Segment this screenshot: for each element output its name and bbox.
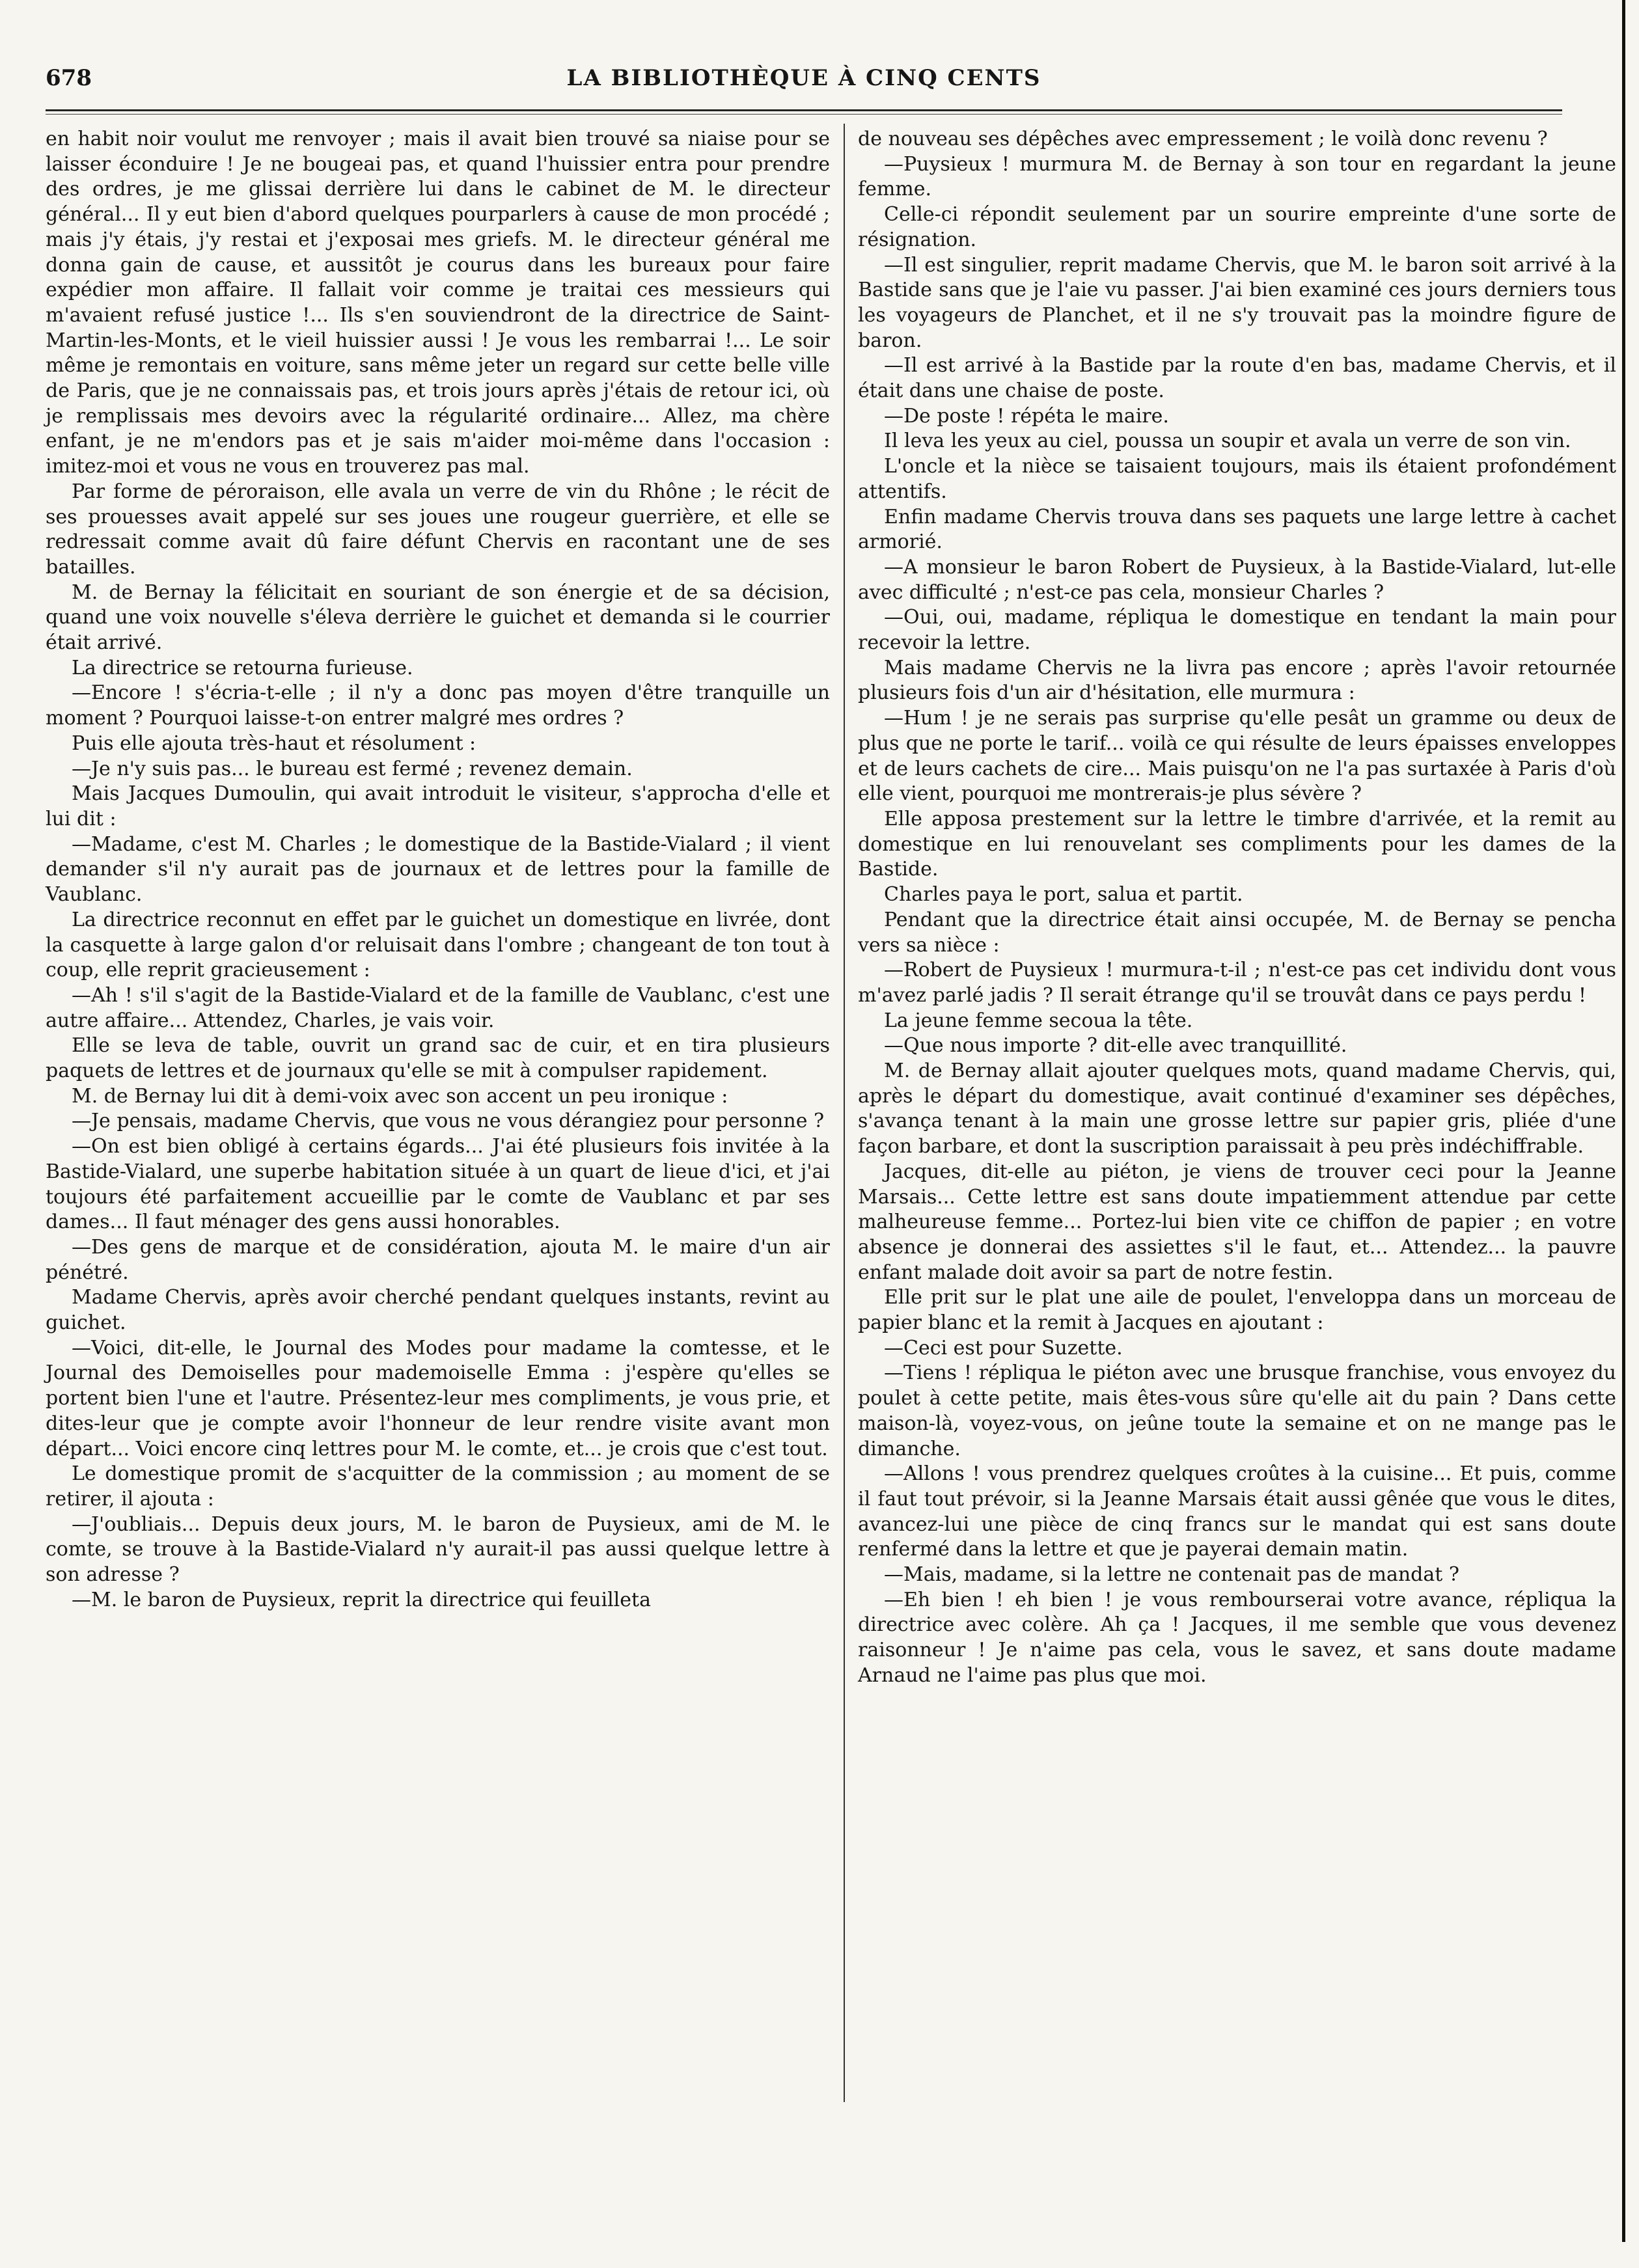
paragraph: La jeune femme secoua la tête. [884, 1009, 1193, 1032]
right-column [858, 127, 1616, 1689]
paragraph: La directrice reconnut en effet par le guichet un domestique en livrée, dont la casquette à large galon d'or reluisait dans l'ombre ; changeant de ton tout à coup, elle reprit gracieusement : [46, 908, 830, 982]
paragraph: —Que nous importe ? dit-elle avec tranquillité. [884, 1034, 1347, 1058]
paragraph: M. de Bernay lui dit à demi-voix avec son accent un peu ironique : [72, 1084, 728, 1108]
paragraph: —Ah ! s'il s'agit de la Bastide-Vialard et de la famille de Vaublanc, c'est une autre affaire... Attendez, Charles, je vais voir. [46, 983, 830, 1032]
paragraph: M. de Bernay allait ajouter quelques mots, quand madame Chervis, qui, après le départ du domestique, avait continué d'examiner ses dépêches, s'avança tenant à la main une grosse lettre sur papier gris, pliée d'une façon barbare, et dont la suscription paraissait à peu près indéchiffrable. [858, 1059, 1616, 1158]
paragraph: Charles paya le port, salua et partit. [884, 883, 1243, 907]
paragraph: de nouveau ses dépêches avec empressement ; le voilà donc revenu ? [858, 128, 1548, 150]
paragraph: —Puysieux ! murmura M. de Bernay à son tour en regardant la jeune femme. [858, 152, 1616, 201]
paragraph: —Tiens ! répliqua le piéton avec une brusque franchise, vous envoyez du poulet à cette petite, mais êtes-vous sûre qu'elle ait du pain ? Dans cette maison-là, voyez-vous, on jeûne toute la semaine et on ne mange pas le dimanche. [858, 1361, 1616, 1460]
paragraph: —J'oubliais... Depuis deux jours, M. le baron de Puysieux, ami de M. le comte, se trouve à la Bastide-Vialard n'y aurait-il pas aussi quelque lettre à son adresse ? [46, 1512, 830, 1587]
paragraph: Jacques, dit-elle au piéton, je viens de trouver ceci pour la Jeanne Marsais... Cette lettre est sans doute impatiemment attendue par cette malheureuse femme... Portez-lui bien vite ce chiffon de papier ; en votre absence je donnerai des assiettes s'il le faut, et... Attendez... la pauvre enfant malade doit avoir sa part de notre festin. [858, 1160, 1616, 1284]
paragraph: M. de Bernay la félicitait en souriant de son énergie et de sa décision, quand une voix nouvelle s'éleva derrière le guichet et demanda si le courrier était arrivé. [46, 581, 830, 655]
paragraph: Il leva les yeux au ciel, poussa un soupir et avala un verre de son vin. [884, 430, 1571, 453]
page-number: 678 [46, 65, 92, 91]
paragraph: —Madame, c'est M. Charles ; le domestique de la Bastide-Vialard ; il vient demander s'il n'y aurait pas de journaux et de lettres pour la famille de Vaublanc. [46, 832, 830, 907]
page-edge-shadow [1622, 0, 1625, 2242]
paragraph: —Allons ! vous prendrez quelques croûtes à la cuisine... Et puis, comme il faut tout prévoir, si la Jeanne Marsais était aussi gênée que vous le dites, avancez-lui une pièce de cinq francs sur le mandat qui est sans doute renfermé dans la lettre et que je payerai demain matin. [858, 1462, 1616, 1561]
paragraph: —Des gens de marque et de considération, ajouta M. le maire d'un air pénétré. [46, 1235, 830, 1284]
paragraph: —M. le baron de Puysieux, reprit la directrice qui feuilleta [72, 1588, 651, 1611]
paragraph: Enfin madame Chervis trouva dans ses paquets une large lettre à cachet armorié. [858, 505, 1616, 554]
paragraph: Par forme de péroraison, elle avala un verre de vin du Rhône ; le récit de ses prouesses avait appelé sur ses joues une rougeur guerrière, et elle se redressait comme avait dû faire défunt Chervis en racontant une de ses batailles. [46, 480, 830, 579]
paragraph: L'oncle et la nièce se taisaient toujours, mais ils étaient profondément attentifs. [858, 455, 1616, 503]
paragraph: —Je pensais, madame Chervis, que vous ne vous dérangiez pour personne ? [72, 1110, 825, 1133]
paragraph: —Voici, dit-elle, le Journal des Modes pour madame la comtesse, et le Journal des Demoiselles pour mademoiselle Emma : j'espère qu'elles se portent bien l'une et l'autre. Présentez-leur mes compliments, je vous prie, et dites-leur que je compte avoir l'honneur de leur rendre visite avant mon départ... Voici encore cinq lettres pour M. le comte, et... je crois que c'est tout. [46, 1336, 830, 1460]
paragraph: Mais madame Chervis ne la livra pas encore ; après l'avoir retournée plusieurs fois d'un air d'hésitation, elle murmura : [858, 656, 1616, 705]
paragraph: —On est bien obligé à certains égards... J'ai été plusieurs fois invitée à la Bastide-Vialard, une superbe habitation située à un quart de lieue d'ici, et j'ai toujours été parfaitement accueillie par le comte de Vaublanc et par ses dames... Il faut ménager des gens aussi honorables. [46, 1135, 830, 1234]
paragraph: —Il est singulier, reprit madame Chervis, que M. le baron soit arrivé à la Bastide sans que je l'aie vu passer. J'ai bien examiné ces jours derniers tous les voyageurs de Planchet, et il ne s'y trouvait pas la moindre figure de baron. [858, 253, 1616, 352]
paragraph: Elle prit sur le plat une aile de poulet, l'enveloppa dans un morceau de papier blanc et la remit à Jacques en ajoutant : [858, 1286, 1616, 1335]
paragraph: —Oui, oui, madame, répliqua le domestique en tendant la main pour recevoir la lettre. [858, 606, 1616, 655]
paragraph: —Mais, madame, si la lettre ne contenait pas de mandat ? [884, 1563, 1459, 1587]
paragraph: —Eh bien ! eh bien ! je vous rembourserai votre avance, répliqua la directrice avec colère. Ah ça ! Jacques, il me semble que vous devenez raisonneur ! Je n'aime pas cela, vous le savez, et sans doute madame Arnaud ne l'aime pas plus que moi. [858, 1588, 1616, 1687]
paragraph: —Encore ! s'écria-t-elle ; il n'y a donc pas moyen d'être tranquille un moment ? Pourquoi laisse-t-on entrer malgré mes ordres ? [46, 681, 830, 730]
paragraph: —Hum ! je ne serais pas surprise qu'elle pesât un gramme ou deux de plus que ne porte le tarif... voilà ce qui résulte de leurs épaisses enveloppes et de leurs cachets de cire... Mais puisqu'on ne l'a pas surtaxée à Paris d'où elle vient, pourquoi me montrerais-je plus sévère ? [858, 707, 1616, 806]
paragraph: Puis elle ajouta très-haut et résolument : [72, 731, 476, 755]
paragraph: Elle se leva de table, ouvrit un grand sac de cuir, et en tira plusieurs paquets de lettres et de journaux qu'elle se mit à compulser rapidement. [46, 1034, 830, 1083]
column-divider [844, 124, 845, 2102]
paragraph: —A monsieur le baron Robert de Puysieux, à la Bastide-Vialard, lut-elle avec difficulté ; n'est-ce pas cela, monsieur Charles ? [858, 555, 1616, 604]
page-header [46, 65, 1562, 104]
paragraph: —Je n'y suis pas... le bureau est fermé ; revenez demain. [72, 757, 633, 780]
paragraph: Celle-ci répondit seulement par un sourire empreinte d'une sorte de résignation. [858, 203, 1616, 251]
running-title: LA BIBLIOTHÈQUE À CINQ CENTS [566, 65, 1041, 91]
header-rule [46, 109, 1562, 111]
header-rule-thin [46, 114, 1562, 115]
paragraph: —De poste ! répéta le maire. [884, 404, 1169, 428]
paragraph: Madame Chervis, après avoir cherché pendant quelques instants, revint au guichet. [46, 1286, 830, 1335]
paragraph: en habit noir voulut me renvoyer ; mais il avait bien trouvé sa niaise pour se laisser éconduire ! Je ne bougeai pas, et quand l'huissier entra pour prendre des ordres, je me glissai derrière lui dans le cabinet de M. le directeur général... Il y eut bien d'abord quelques pourparlers à cause de mon procédé ; mais j'y étais, j'y restai et j'exposai mes griefs. M. le directeur général me donna gain de cause, et aussitôt je courus dans les bureaux pour faire expédier mon affaire. Il fallait voir comme je traitai ces messieurs qui m'avaient refusé justice !... Ils s'en souviendront de la directrice de Saint-Martin-les-Monts, et le vieil huissier aussi ! Je vous les rembarrai !... Le soir même je remontais en voiture, sans même jeter un regard sur cette belle ville de Paris, que je ne connaissais pas, et trois jours après j'étais de retour ici, où je remplissais mes devoirs avec la régularité ordinaire... Allez, ma chère enfant, je ne m'endors pas et je sais m'aider moi-même dans l'occasion : imitez-moi et vous ne vous en trouverez pas mal. [46, 128, 830, 478]
paragraph: —Robert de Puysieux ! murmura-t-il ; n'est-ce pas cet individu dont vous m'avez parlé jadis ? Il serait étrange qu'il se trouvât dans ce pays perdu ! [858, 959, 1616, 1007]
paragraph: La directrice se retourna furieuse. [72, 656, 413, 679]
paragraph: —Il est arrivé à la Bastide par la route d'en bas, madame Chervis, et il était dans une chaise de poste. [858, 354, 1616, 403]
paragraph: —Ceci est pour Suzette. [884, 1336, 1123, 1359]
paragraph: Pendant que la directrice était ainsi occupée, M. de Bernay se pencha vers sa nièce : [858, 908, 1616, 957]
paragraph: Elle apposa prestement sur la lettre le timbre d'arrivée, et la remit au domestique en lui renouvelant ses compliments pour les dames de la Bastide. [858, 807, 1616, 881]
left-column [46, 127, 830, 1613]
paragraph: Le domestique promit de s'acquitter de la commission ; au moment de se retirer, il ajouta : [46, 1462, 830, 1510]
paragraph: Mais Jacques Dumoulin, qui avait introduit le visiteur, s'approcha d'elle et lui dit : [46, 782, 830, 830]
